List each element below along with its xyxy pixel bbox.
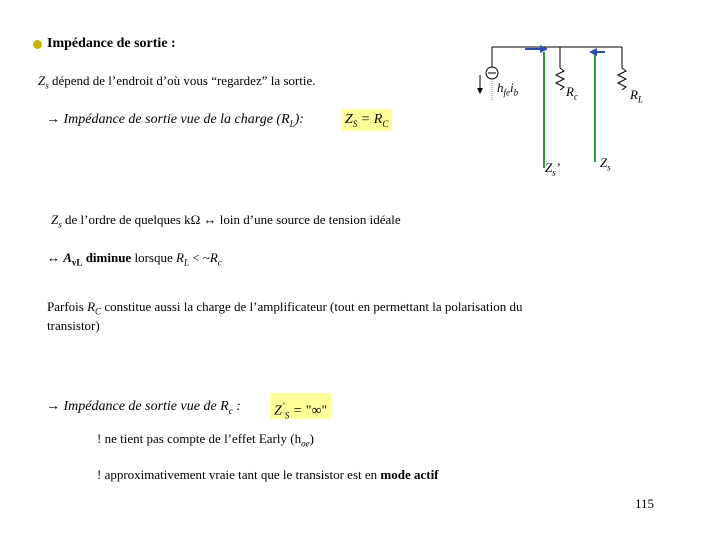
bullet-icon: [33, 40, 42, 49]
rc-view-line: → Impédance de sortie vue de $R_c$ :: [46, 399, 241, 416]
output-circuit-diagram: [470, 40, 670, 185]
rl-label: $R_L$: [630, 87, 643, 105]
page-title: Impédance de sortie :: [47, 36, 176, 51]
arrow-right-icon: [540, 45, 548, 53]
paragraph-line-1: Parfois $R_C$ constitue aussi la charge de l’amplificateur (tout en permettant la polarisation du: [47, 299, 523, 317]
gain-line: ↔ $A_{vL}$ diminue lorsque $R_L$ < $\sim R_c$: [47, 250, 222, 268]
rc-label: $R_c$: [566, 84, 578, 102]
arrow-icon: →: [46, 112, 60, 127]
resistor-rl-icon: [618, 68, 626, 90]
paragraph-line-2: transistor): [47, 318, 100, 333]
zs-prime-label: $Z_s$’: [545, 160, 561, 178]
arrow-left-icon: [589, 48, 597, 56]
resistor-rc-icon: [556, 68, 564, 90]
load-view-line: → Impédance de sortie vue de la charge $(R_L)$:: [46, 112, 304, 129]
zs-order-line: $Z_s$ de l’ordre de quelques kΩ ↔ loin d’une source de tension idéale: [51, 212, 401, 230]
intro-line: $Z_s$ dépend de l’endroit d’où vous “regardez” la sortie.: [38, 73, 316, 91]
equation-zs-rc: $Z_S = R_C$: [341, 109, 392, 131]
note-early-effect: ! ne tient pas compte de l’effet Early $(h_{oe})$: [97, 431, 314, 449]
equation-zs-infinity: $Z^’_S$ = "∞": [270, 393, 331, 419]
page-number: 115: [635, 496, 655, 511]
note-active-mode: ! approximativement vraie tant que le transistor est en mode actif: [97, 467, 439, 482]
arrow-icon: →: [46, 399, 60, 414]
zs-label: $Z_s$: [600, 155, 611, 173]
source-label: $h_{fe}i_b$: [497, 80, 519, 98]
